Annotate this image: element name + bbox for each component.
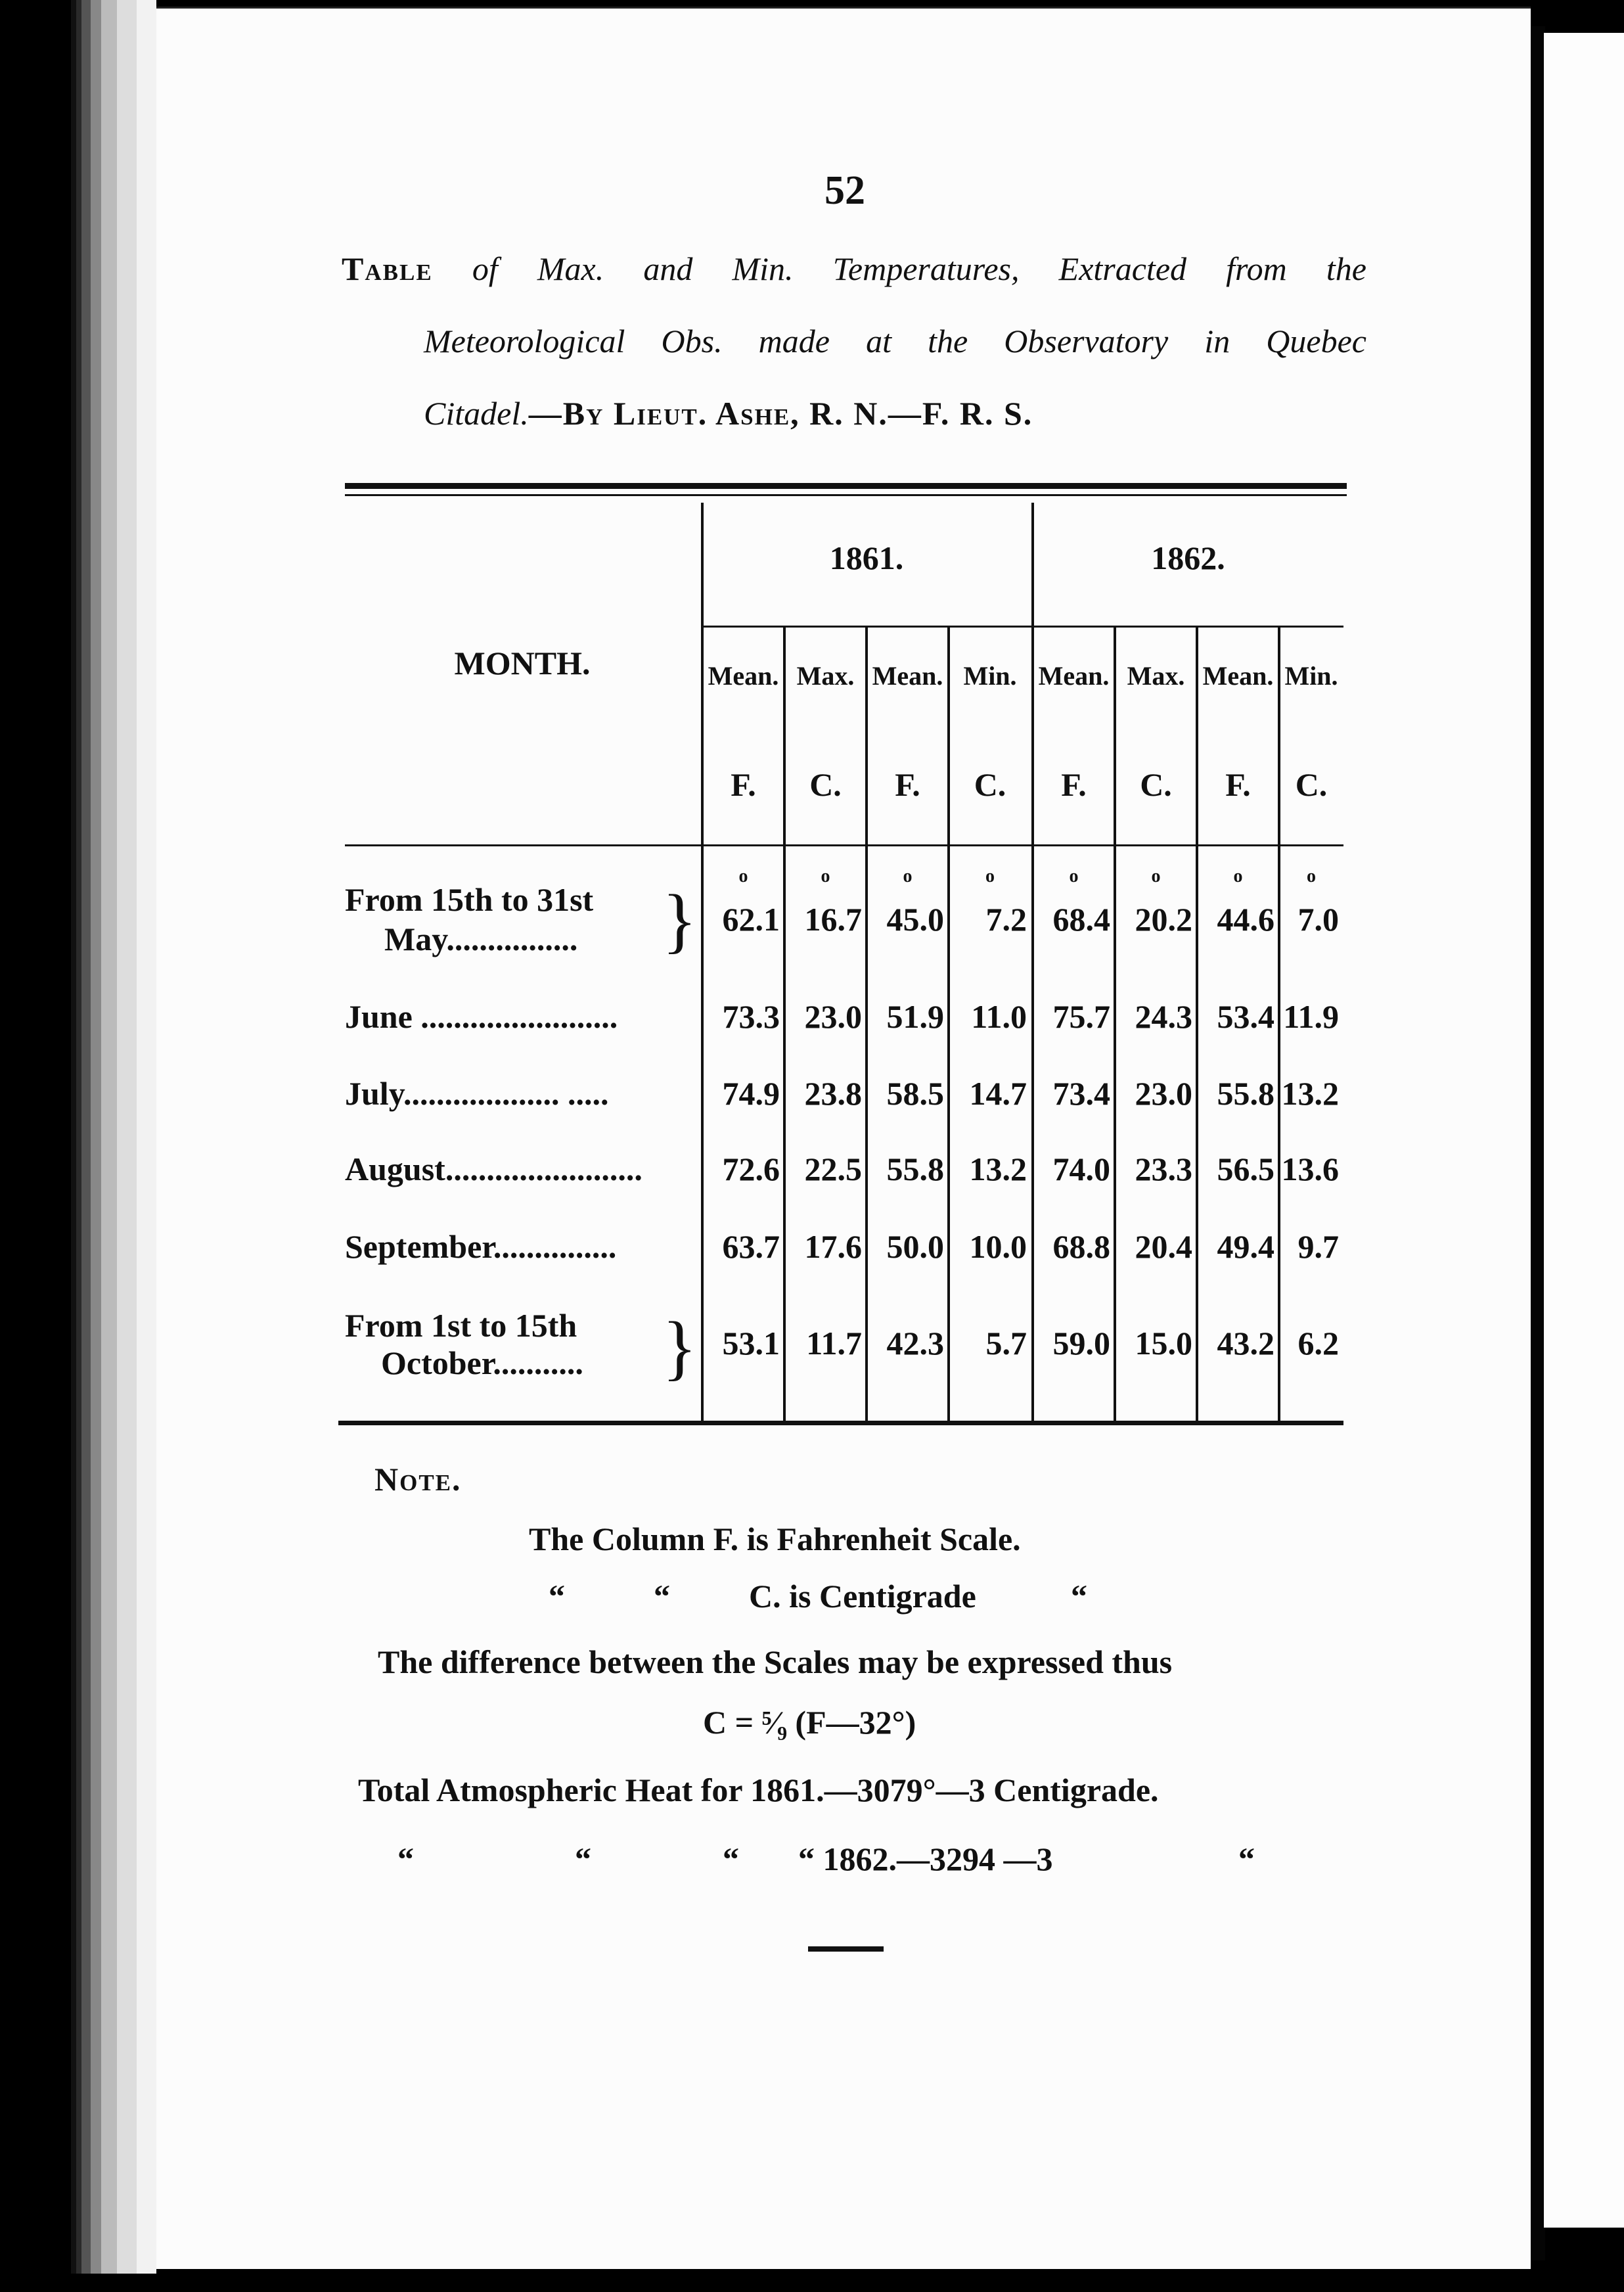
table-cell: 55.8 <box>1217 1075 1274 1112</box>
table-cell: 7.0 <box>1297 901 1339 938</box>
table-cell: 63.7 <box>722 1228 780 1265</box>
table-cell: 16.7 <box>804 901 862 938</box>
table-cell: 20.4 <box>1135 1228 1192 1265</box>
degree-mark: o <box>1069 866 1079 886</box>
month-header: MONTH. <box>454 645 591 681</box>
row-brace: } <box>662 1307 697 1387</box>
table-cell: 43.2 <box>1217 1325 1274 1362</box>
table-cell: 15.0 <box>1135 1325 1192 1362</box>
year-1861: 1861. <box>829 539 904 576</box>
table-cell: 14.7 <box>969 1075 1027 1112</box>
facing-page-edge <box>1544 33 1624 2228</box>
unit-label: F. <box>731 766 756 803</box>
note-line-2: C. is Centigrade <box>749 1578 976 1615</box>
year-1862: 1862. <box>1151 539 1225 576</box>
page-number: 52 <box>824 168 865 213</box>
title-table-word: Table <box>342 250 433 287</box>
table-cell: 13.2 <box>969 1151 1027 1187</box>
table-hline <box>345 844 1343 846</box>
table-cell: 51.9 <box>886 998 944 1035</box>
note-ditto: “ <box>575 1841 591 1877</box>
note-heading: Note. <box>374 1461 462 1498</box>
table-cell: 42.3 <box>886 1325 944 1362</box>
degree-mark: o <box>985 866 995 886</box>
table-cell: 68.8 <box>1052 1228 1110 1265</box>
row-label: From 15th to 31st <box>345 881 594 918</box>
table-cell: 49.4 <box>1217 1228 1274 1265</box>
row-brace: } <box>662 880 697 960</box>
unit-label: C. <box>1140 766 1172 803</box>
table-cell: 6.2 <box>1297 1325 1339 1362</box>
unit-label: C. <box>1295 766 1328 803</box>
table-cell: 23.0 <box>804 998 862 1035</box>
table-cell: 13.2 <box>1281 1075 1339 1112</box>
degree-mark: o <box>1307 866 1316 886</box>
row-label-cont: October........... <box>381 1344 583 1381</box>
note-ditto: “ <box>1238 1841 1255 1877</box>
table-cell: 9.7 <box>1297 1228 1339 1265</box>
table-cell: 75.7 <box>1052 998 1110 1035</box>
note-line-1: The Column F. is Fahrenheit Scale. <box>529 1521 1021 1557</box>
table-cell: 13.6 <box>1281 1151 1339 1187</box>
table-vline <box>701 503 704 1423</box>
table-cell: 72.6 <box>722 1151 780 1187</box>
degree-mark: o <box>738 866 748 886</box>
row-label: August........................ <box>345 1151 643 1187</box>
page-stack-edge <box>71 0 156 2274</box>
unit-label: F. <box>1061 766 1087 803</box>
table-cell: 24.3 <box>1135 998 1192 1035</box>
table-cell: 58.5 <box>886 1075 944 1112</box>
table-cell: 45.0 <box>886 901 944 938</box>
note-ditto: “ <box>654 1578 670 1615</box>
table-cell: 56.5 <box>1217 1151 1274 1187</box>
col-head: Min. <box>963 661 1017 691</box>
page-gutter <box>1531 26 1545 2260</box>
table-cell: 11.0 <box>971 998 1027 1035</box>
title-line-1 <box>342 250 1366 288</box>
degree-mark: o <box>903 866 913 886</box>
unit-label: F. <box>1225 766 1251 803</box>
table-bottom-rule <box>338 1421 1343 1425</box>
table-cell: 55.8 <box>886 1151 944 1187</box>
table-cell: 44.6 <box>1217 901 1274 938</box>
col-head: Mean. <box>1202 661 1274 691</box>
table-cell: 7.2 <box>985 901 1027 938</box>
title-author: —By Lieut. Ashe, R. N.—F. R. S. <box>528 395 1033 432</box>
unit-label: F. <box>895 766 920 803</box>
table-cell: 53.1 <box>722 1325 780 1362</box>
table-cell: 10.0 <box>969 1228 1027 1265</box>
unit-label: C. <box>974 766 1006 803</box>
note-line-5: Total Atmospheric Heat for 1861.—3079°—3 Centigrade. <box>358 1772 1159 1808</box>
note-ditto: “ <box>397 1841 414 1877</box>
col-head: Mean. <box>1038 661 1110 691</box>
table-top-rule-thin <box>345 494 1347 496</box>
title-line-2: Meteorological Obs. made at the Observatory in Quebec <box>424 323 1366 359</box>
table-cell: 50.0 <box>886 1228 944 1265</box>
degree-mark: o <box>821 866 830 886</box>
table-cell: 23.3 <box>1135 1151 1192 1187</box>
title-citadel: Citadel. <box>424 395 529 432</box>
row-label: September............... <box>345 1228 617 1265</box>
col-head: Max. <box>1127 661 1185 691</box>
note-line-3: The difference between the Scales may be expressed thus <box>378 1643 1173 1680</box>
col-head: Mean. <box>872 661 943 691</box>
table-cell: 20.2 <box>1135 901 1192 938</box>
table-cell: 5.7 <box>985 1325 1027 1362</box>
table-hline <box>702 626 1343 628</box>
table-cell: 73.4 <box>1052 1075 1110 1112</box>
table-cell: 68.4 <box>1052 901 1110 938</box>
table-cell: 74.9 <box>722 1075 780 1112</box>
unit-label: C. <box>809 766 842 803</box>
table-cell: 11.7 <box>806 1325 862 1362</box>
table-cell: 53.4 <box>1217 998 1274 1035</box>
col-head: Max. <box>796 661 855 691</box>
end-rule <box>808 1946 884 1952</box>
table-cell: 23.8 <box>804 1075 862 1112</box>
temperature-table <box>345 499 1343 1426</box>
table-cell: 11.9 <box>1283 998 1339 1035</box>
table-cell: 62.1 <box>722 901 780 938</box>
title-line-1-text: of Max. and Min. Temperatures, Extracted from the <box>472 250 1367 287</box>
table-cell: 17.6 <box>804 1228 862 1265</box>
note-ditto: “ <box>549 1578 565 1615</box>
col-head: Mean. <box>708 661 779 691</box>
degree-mark: o <box>1151 866 1161 886</box>
note-formula: C = ⁵⁄₉ (F—32°) <box>703 1704 916 1741</box>
table-vline <box>1031 503 1034 1423</box>
table-cell: 59.0 <box>1052 1325 1110 1362</box>
row-label: From 1st to 15th <box>345 1307 577 1344</box>
table-cell: 73.3 <box>722 998 780 1035</box>
note-line-6: “ 1862.—3294 —3 <box>798 1841 1053 1877</box>
note-ditto: “ <box>723 1841 739 1877</box>
row-label-cont: May................ <box>384 921 578 957</box>
table-top-rule <box>345 483 1347 489</box>
row-label: June ........................ <box>345 998 618 1035</box>
note-ditto: “ <box>1071 1578 1087 1615</box>
table-cell: 23.0 <box>1135 1075 1192 1112</box>
degree-mark: o <box>1233 866 1243 886</box>
table-cell: 22.5 <box>804 1151 862 1187</box>
table-cell: 74.0 <box>1052 1151 1110 1187</box>
row-label: July................... ..... <box>345 1075 609 1112</box>
col-head: Min. <box>1284 661 1338 691</box>
title-line-3 <box>424 394 1366 432</box>
